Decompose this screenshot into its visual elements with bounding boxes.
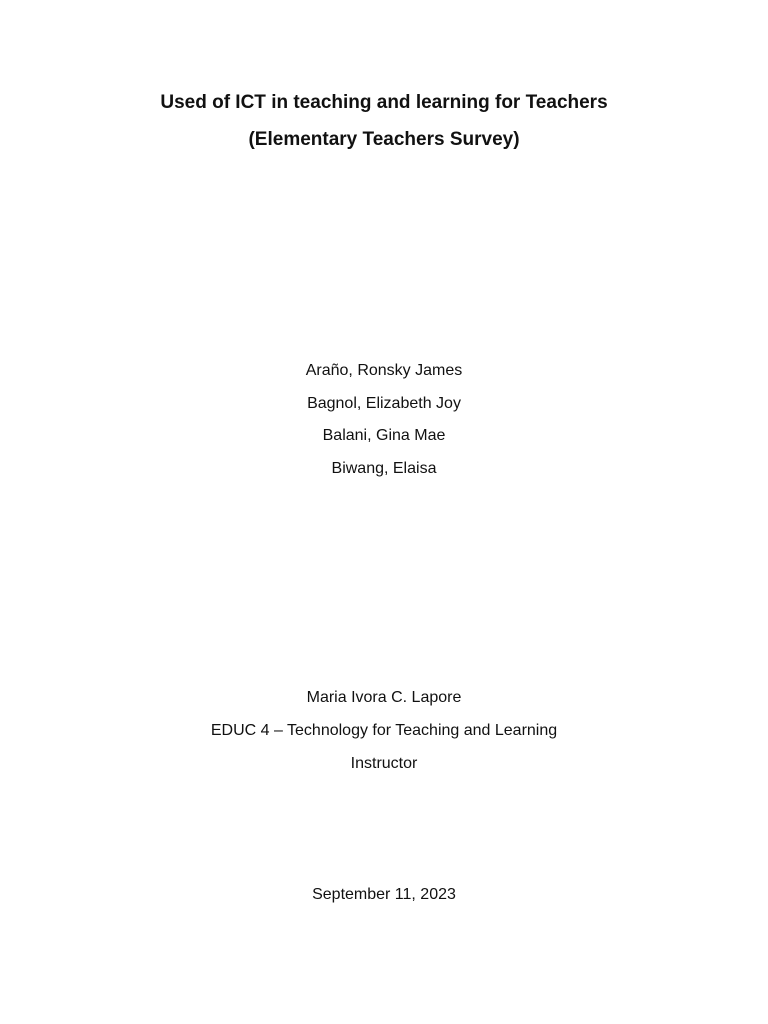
author-name: Balani, Gina Mae bbox=[322, 427, 446, 444]
author-name: Araño, Ronsky James bbox=[305, 362, 463, 379]
course-name: EDUC 4 – Technology for Teaching and Learning bbox=[210, 722, 558, 739]
instructor-role: Instructor bbox=[350, 755, 418, 772]
instructor-name: Maria Ivora C. Lapore bbox=[306, 689, 462, 706]
author-name: Biwang, Elaisa bbox=[331, 460, 437, 477]
document-date: September 11, 2023 bbox=[312, 886, 456, 903]
document-title-line-2: (Elementary Teachers Survey) bbox=[248, 129, 520, 150]
author-name: Bagnol, Elizabeth Joy bbox=[307, 395, 461, 412]
document-title-line-1: Used of ICT in teaching and learning for Teachers bbox=[160, 92, 608, 113]
